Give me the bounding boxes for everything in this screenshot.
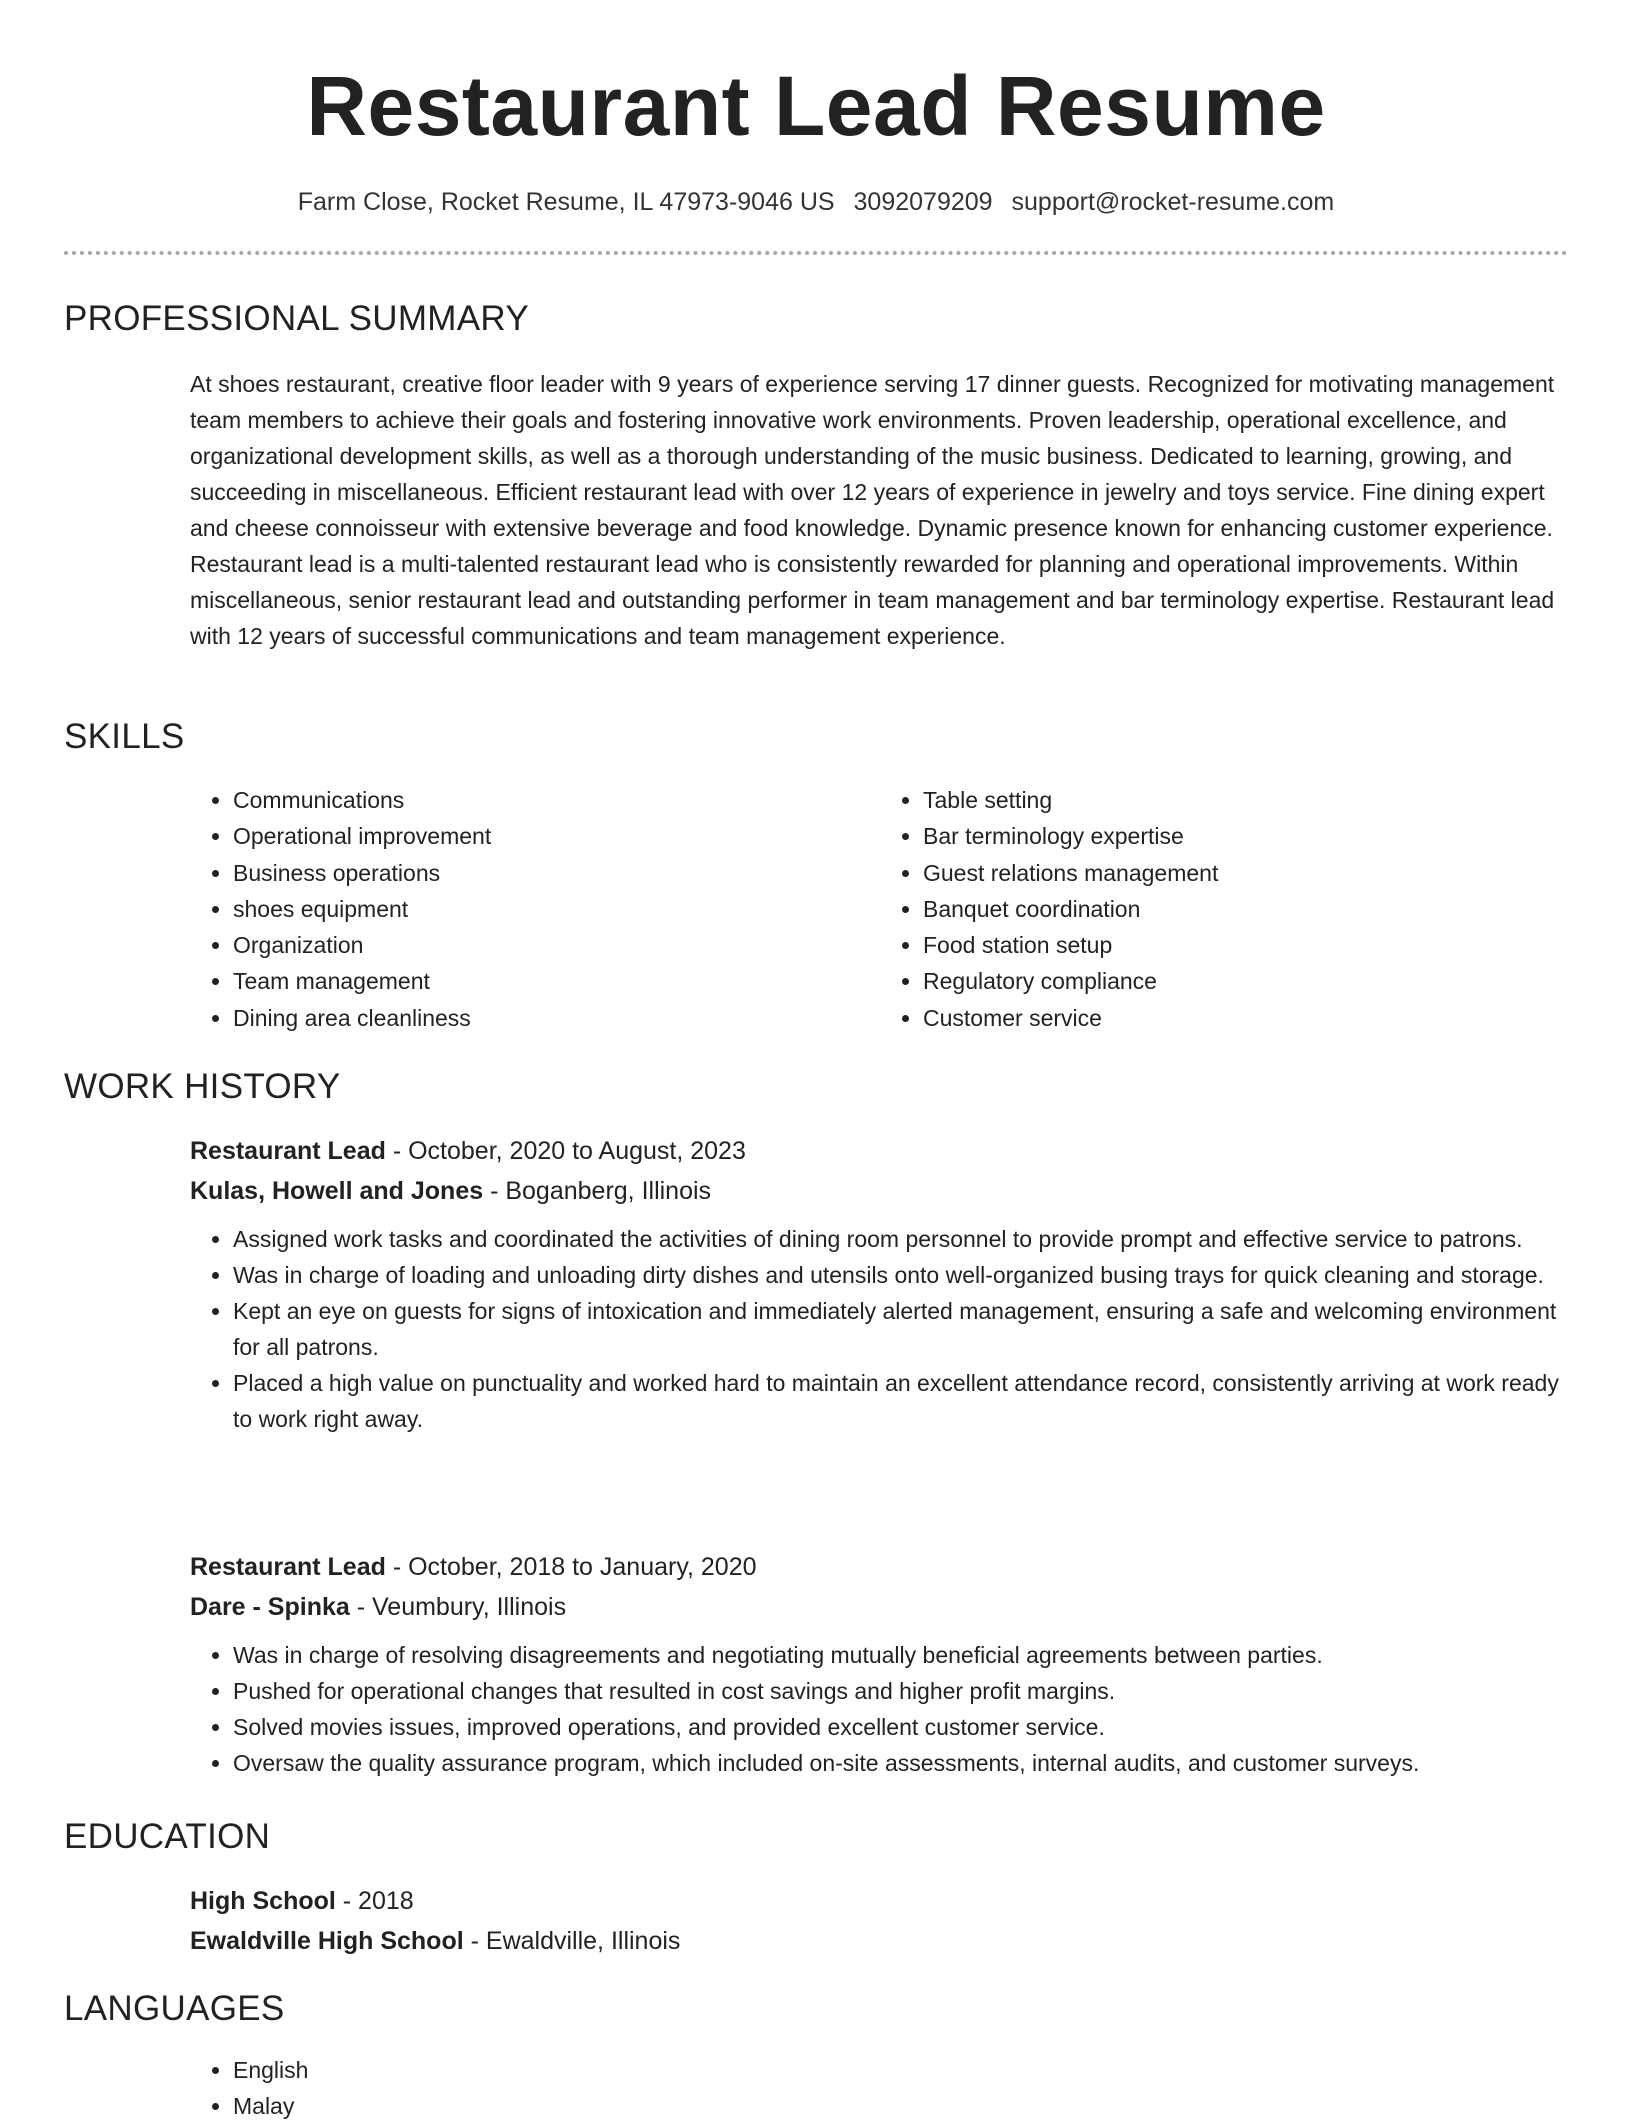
contact-phone: 3092079209 — [853, 188, 993, 216]
skills-heading: SKILLS — [64, 717, 185, 756]
job-entry — [190, 1131, 1570, 1437]
job-company: Kulas, Howell and Jones — [190, 1177, 484, 1205]
contact-email: support@rocket-resume.com — [1011, 188, 1335, 216]
education-heading: EDUCATION — [64, 1817, 271, 1856]
languages-list — [190, 2052, 1570, 2124]
job-bullet: • Was in charge of loading and unloading dirty dishes and utensils onto well-organized busing trays for quick cleaning and storage. — [233, 1257, 1570, 1293]
job-dates: - October, 2020 to August, 2023 — [385, 1137, 746, 1165]
skill-item: • Banquet coordination — [923, 891, 1570, 927]
skill-item: • Communications — [233, 782, 880, 818]
job-location: - Boganberg, Illinois — [483, 1177, 712, 1205]
languages-items — [190, 2052, 1570, 2124]
language-item: • Malay — [233, 2088, 1570, 2124]
skill-item: • Regulatory compliance — [923, 963, 1570, 999]
skill-item: • Customer service — [923, 1000, 1570, 1036]
resume-title: Restaurant Lead Resume — [306, 59, 1326, 153]
contact-line — [0, 186, 1632, 218]
skills-list — [190, 782, 1570, 1036]
job-entry — [190, 1547, 1570, 1781]
education-entry — [190, 1881, 1570, 1961]
contact-address: Farm Close, Rocket Resume, IL 47973-9046 US — [297, 188, 835, 216]
job-company-line — [190, 1171, 1570, 1211]
education-degree: High School — [190, 1887, 336, 1915]
job-bullet: • Placed a high value on punctuality and worked hard to maintain an excellent attendance record, consistently arriving at work ready to work right away. — [233, 1365, 1570, 1437]
job-dates: - October, 2018 to January, 2020 — [385, 1553, 757, 1581]
job-location: - Veumbury, Illinois — [349, 1593, 567, 1621]
skill-item: • Guest relations management — [923, 855, 1570, 891]
header-divider — [64, 251, 1568, 255]
work-history-heading: WORK HISTORY — [64, 1067, 341, 1106]
language-item: • English — [233, 2052, 1570, 2088]
summary-heading: PROFESSIONAL SUMMARY — [64, 299, 529, 338]
job-bullets — [190, 1221, 1570, 1437]
skill-item: • Bar terminology expertise — [923, 818, 1570, 854]
job-role: Restaurant Lead — [190, 1137, 386, 1165]
skills-column-left — [190, 782, 880, 1036]
job-bullet: • Kept an eye on guests for signs of intoxication and immediately alerted management, ensuring a safe and welcoming environment for all patrons. — [233, 1293, 1570, 1365]
job-bullet: • Pushed for operational changes that resulted in cost savings and higher profit margins. — [233, 1673, 1570, 1709]
skill-item: • Operational improvement — [233, 818, 880, 854]
skill-item: • Dining area cleanliness — [233, 1000, 880, 1036]
job-bullets — [190, 1637, 1570, 1781]
skills-column-right — [880, 782, 1570, 1036]
education-year: - 2018 — [335, 1887, 414, 1915]
languages-heading: LANGUAGES — [64, 1989, 285, 2028]
skill-item: • shoes equipment — [233, 891, 880, 927]
job-company-line — [190, 1587, 1570, 1627]
skill-item: • Business operations — [233, 855, 880, 891]
education-location: - Ewaldville, Illinois — [463, 1927, 681, 1955]
education-school: Ewaldville High School — [190, 1927, 464, 1955]
education-degree-line — [190, 1881, 1570, 1921]
job-bullet: • Oversaw the quality assurance program, which included on-site assessments, internal audits, and customer surveys. — [233, 1745, 1570, 1781]
education-school-line — [190, 1921, 1570, 1961]
job-role: Restaurant Lead — [190, 1553, 386, 1581]
job-bullet: • Assigned work tasks and coordinated the activities of dining room personnel to provide prompt and effective service to patrons. — [233, 1221, 1570, 1257]
skill-item: • Food station setup — [923, 927, 1570, 963]
job-title-line — [190, 1547, 1570, 1587]
job-company: Dare - Spinka — [190, 1593, 350, 1621]
skill-item: • Table setting — [923, 782, 1570, 818]
job-bullet: • Was in charge of resolving disagreements and negotiating mutually beneficial agreements between parties. — [233, 1637, 1570, 1673]
job-bullet: • Solved movies issues, improved operations, and provided excellent customer service. — [233, 1709, 1570, 1745]
summary-text: At shoes restaurant, creative floor leader with 9 years of experience serving 17 dinner guests. Recognized for motivating management team members to achieve their goals and fostering innovative work environments. Proven leadership, operational excellence, and organizational development skills, as well as a thorough understanding of the music business. Dedicated to learning, growing, and succeeding in miscellaneous. Efficient restaurant lead with over 12 years of experience in jewelry and toys service. Fine dining expert and cheese connoisseur with extensive beverage and food knowledge. Dynamic presence known for enhancing customer experience. Restaurant lead is a multi-talented restaurant lead who is consistently rewarded for planning and operational improvements. Within miscellaneous, senior restaurant lead and outstanding performer in team management and bar terminology expertise. Restaurant lead with 12 years of successful communications and team management experience. — [190, 371, 1555, 649]
skill-item: • Organization — [233, 927, 880, 963]
job-title-line — [190, 1131, 1570, 1171]
skill-item: • Team management — [233, 963, 880, 999]
